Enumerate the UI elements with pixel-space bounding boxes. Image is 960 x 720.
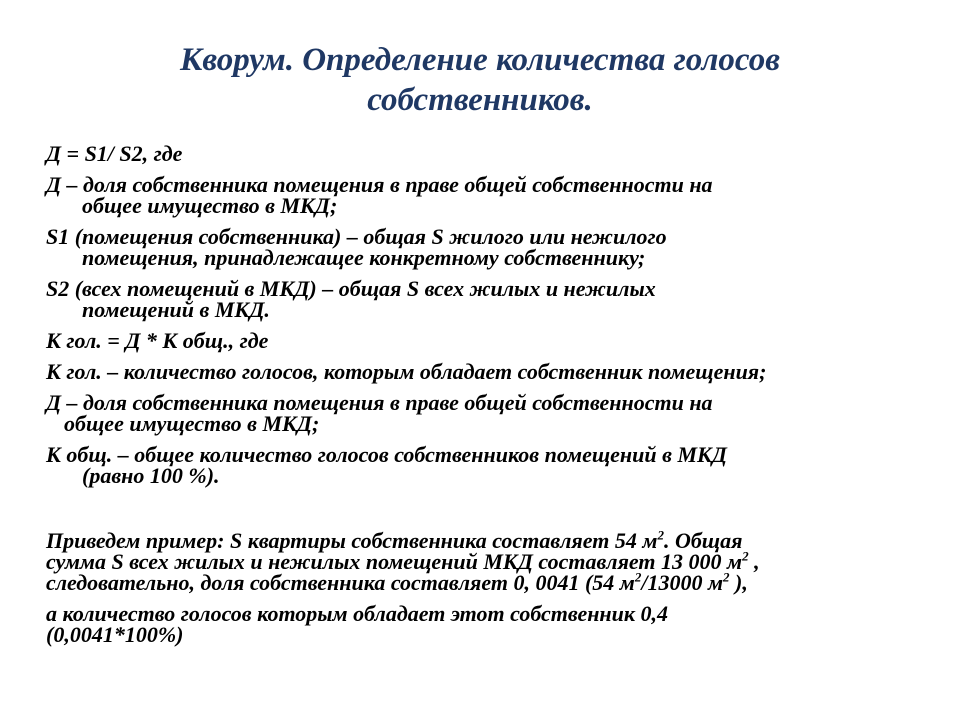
definition-total-votes [46,444,926,486]
superscript: 2 [657,527,664,543]
example-line-2 [46,548,926,574]
example-line-1-end: . Общая [663,528,743,553]
slide-body [46,143,926,655]
definition-share [46,174,926,216]
example-paragraph [46,527,926,595]
definition-s1-line-2: помещения, принадлежащее конкретному собственнику; [82,245,646,270]
title-line-2: собственников. [367,82,593,118]
formula-share-text: Д = S1/ S2, где [46,141,183,166]
definition-s2-line-2: помещений в МКД. [82,297,270,322]
example-result-line-1: а количество голосов которым обладает этот собственник 0,4 [46,601,669,626]
example-line-3-mid: /13000 м [641,570,724,595]
definition-share-repeat [46,392,926,434]
definition-s1 [46,226,926,268]
definition-total-votes-line-1: К общ. – общее количество голосов собственников помещений в МКД [46,442,727,467]
definition-s1-line-1: S1 (помещения собственника) – общая S жилого или нежилого [46,224,667,249]
formula-share [46,143,926,164]
example-line-1-text: Приведем пример: S квартиры собственника составляет 54 м [46,528,658,553]
example-line-2-end: , [748,549,760,574]
example-result-line-2: (0,0041*100%) [46,622,184,647]
definition-share-line-2: общее имущество в МКД; [82,193,338,218]
definition-share-line-1: Д – доля собственника помещения в праве общей собственности на [46,172,713,197]
definition-share-repeat-line-1: Д – доля собственника помещения в праве общей собственности на [46,390,713,415]
slide-title [80,40,880,120]
example-result [46,603,926,645]
definition-votes-text: К гол. – количество голосов, которым обладает собственник помещения; [46,359,767,384]
definition-total-votes-line-2: (равно 100 %). [82,463,220,488]
superscript: 2 [634,569,642,585]
title-line-1: Кворум. Определение количества голосов [180,42,780,78]
spacer [46,496,926,530]
formula-votes [46,330,926,351]
formula-votes-text: К гол. = Д * К общ., где [46,328,269,353]
example-line-3 [46,569,926,595]
superscript: 2 [723,569,730,585]
example-line-3-end: ), [729,570,748,595]
example-line-3-text: следовательно, доля собственника составляет 0, 0041 (54 м [46,570,635,595]
example-line-2-text: сумма S всех жилых и нежилых помещений МКД составляет 13 000 м [46,549,743,574]
definition-share-repeat-line-2: общее имущество в МКД; [64,411,320,436]
definition-s2-line-1: S2 (всех помещений в МКД) – общая S всех жилых и нежилых [46,276,656,301]
example-line-1 [46,527,926,553]
definition-s2 [46,278,926,320]
superscript: 2 [742,548,749,564]
definition-votes [46,361,926,382]
